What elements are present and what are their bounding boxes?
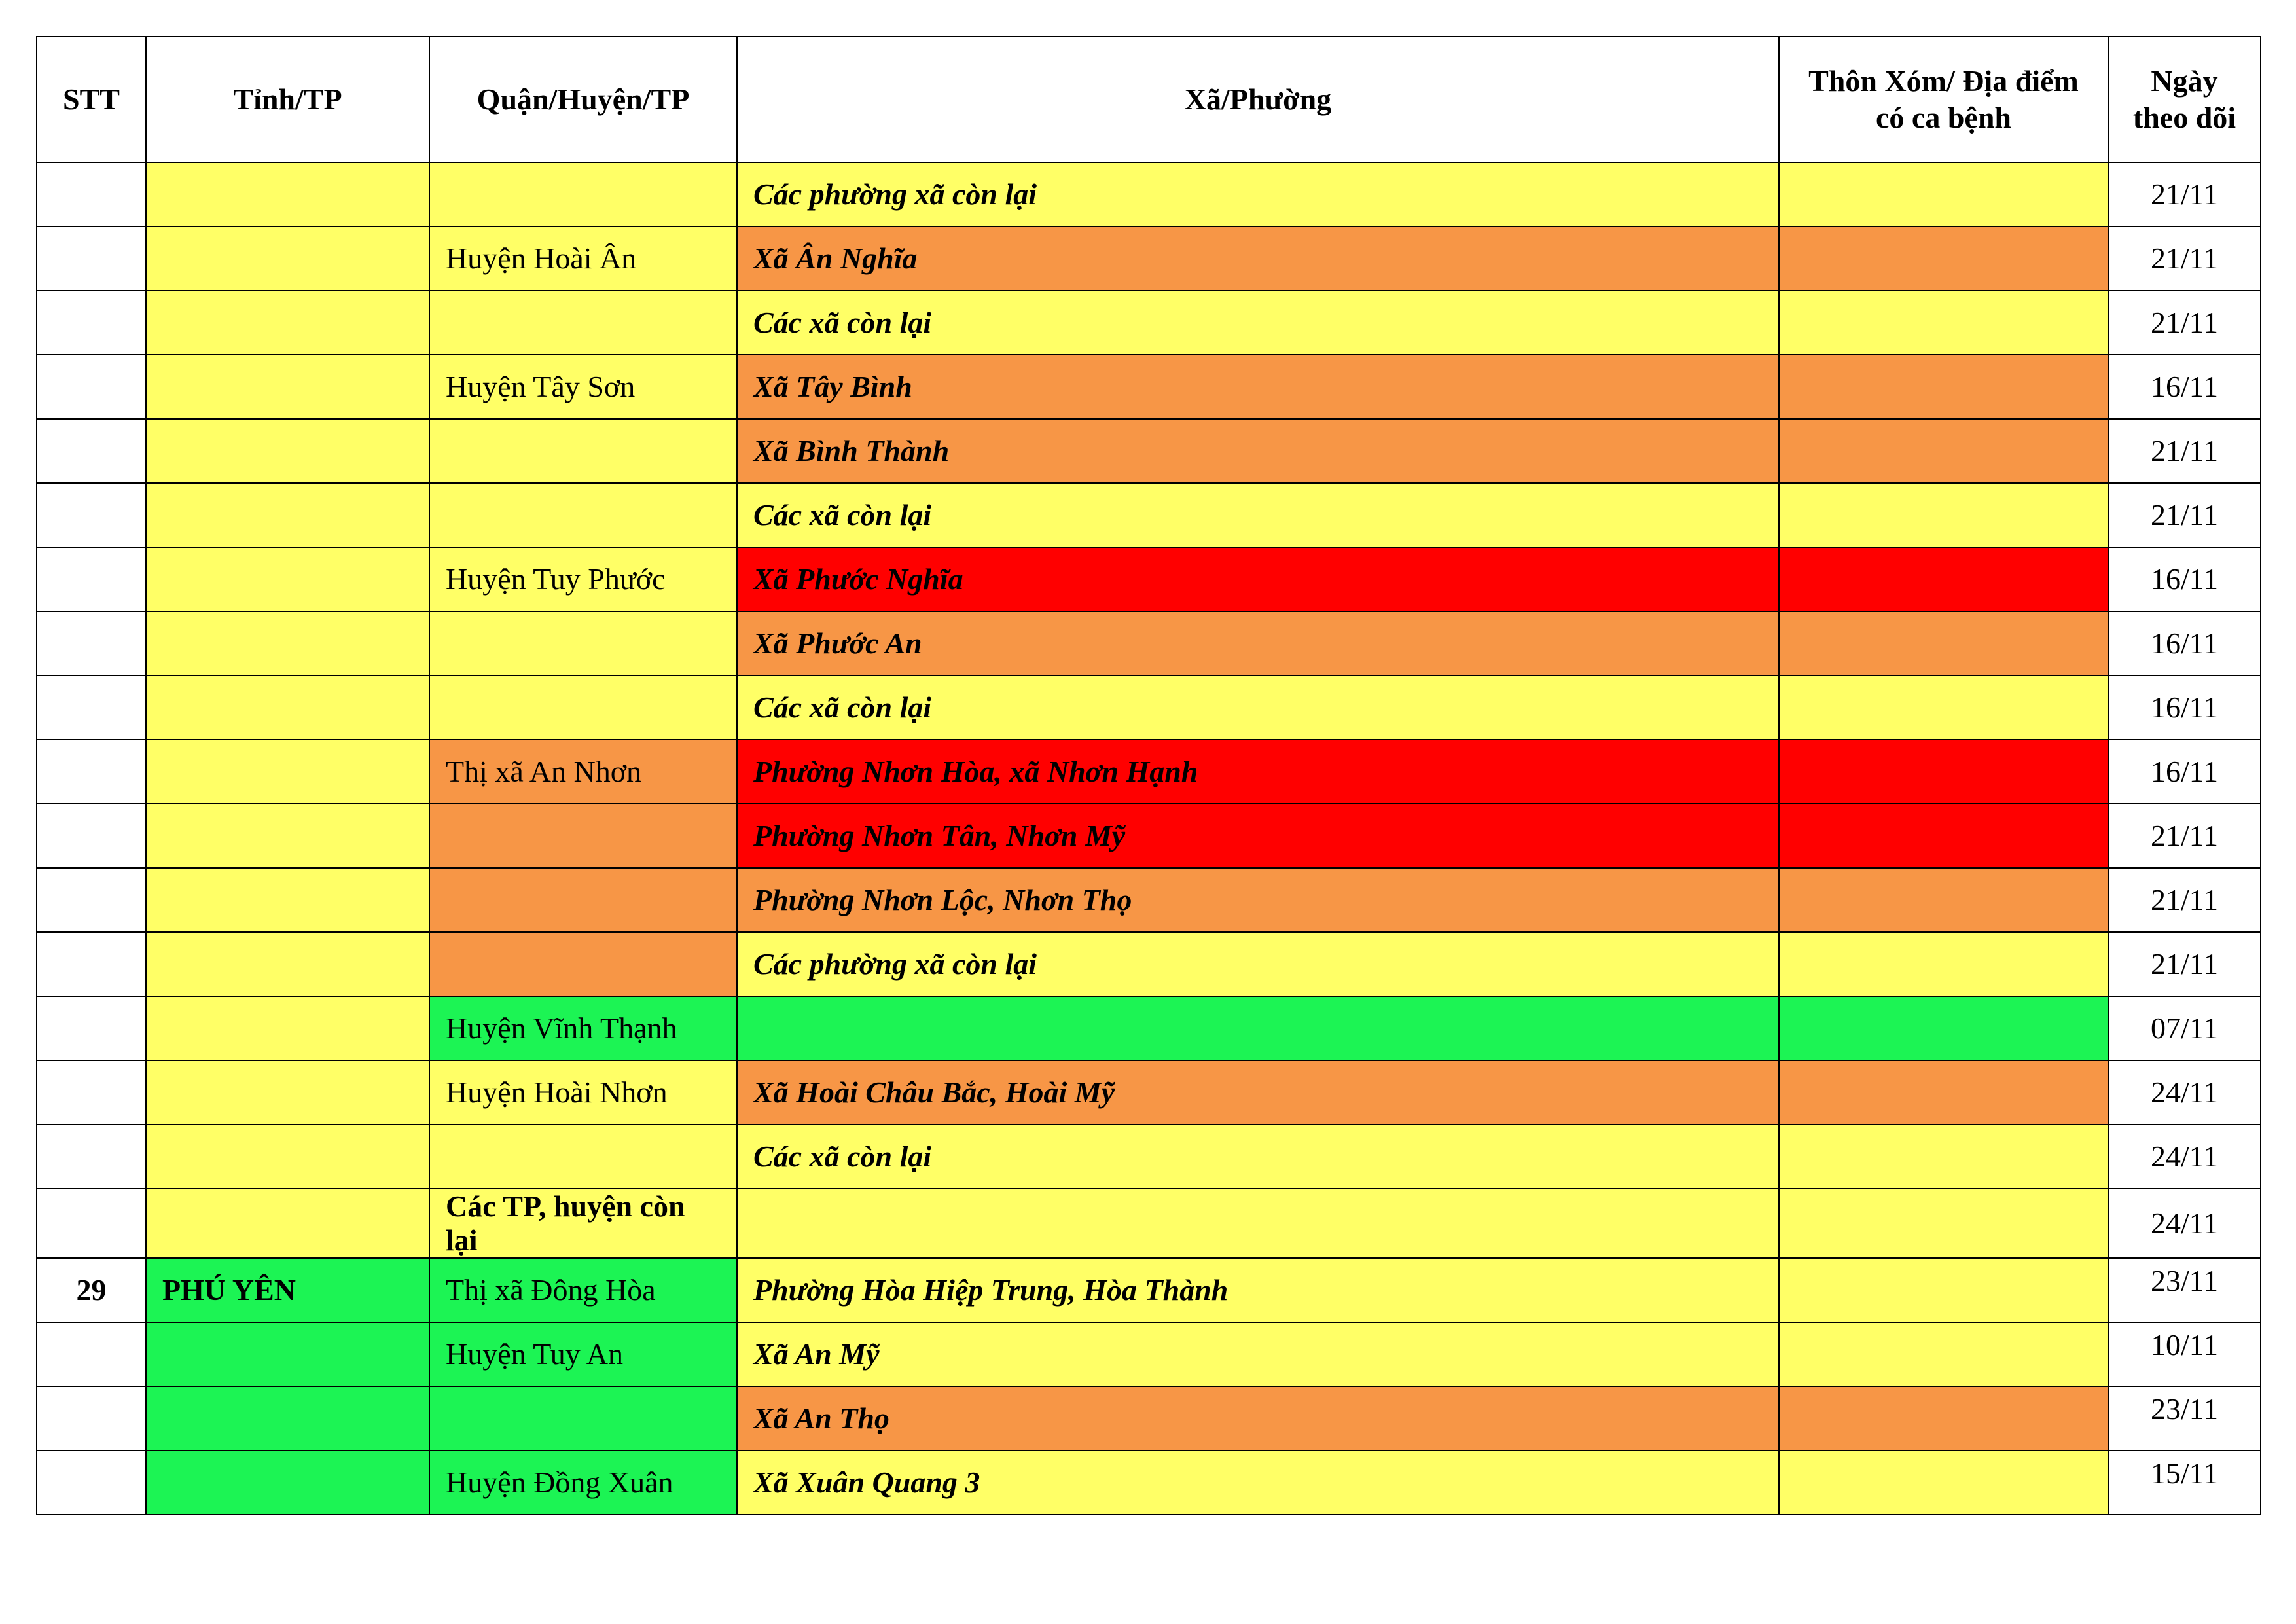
stt-cell: [37, 162, 146, 226]
hamlet-cell: [1779, 291, 2108, 355]
district-cell: Thị xã Đông Hòa: [429, 1258, 737, 1322]
ward-cell: Phường Hòa Hiệp Trung, Hòa Thành: [737, 1258, 1779, 1322]
province-cell: [146, 1451, 429, 1515]
ward-cell: Xã Xuân Quang 3: [737, 1451, 1779, 1515]
stt-cell: 29: [37, 1258, 146, 1322]
province-cell: [146, 996, 429, 1060]
covid-risk-table: [36, 36, 2261, 1515]
hamlet-cell: [1779, 419, 2108, 483]
ward-cell: Các xã còn lại: [737, 291, 1779, 355]
date-cell: 24/11: [2108, 1125, 2261, 1189]
district-cell: Các TP, huyện còn lại: [429, 1189, 737, 1258]
district-cell: Huyện Hoài Ân: [429, 226, 737, 291]
date-cell: 24/11: [2108, 1060, 2261, 1125]
province-cell: [146, 483, 429, 547]
province-cell: [146, 932, 429, 996]
hamlet-cell: [1779, 676, 2108, 740]
hamlet-cell: [1779, 355, 2108, 419]
table-row: [37, 162, 2261, 226]
header-ward: Xã/Phường: [737, 37, 1779, 162]
table-row: [37, 740, 2261, 804]
ward-cell: [737, 996, 1779, 1060]
ward-cell: Phường Nhơn Tân, Nhơn Mỹ: [737, 804, 1779, 868]
date-cell: 16/11: [2108, 355, 2261, 419]
province-cell: [146, 1125, 429, 1189]
district-cell: [429, 291, 737, 355]
header-row: [37, 37, 2261, 162]
hamlet-cell: [1779, 1386, 2108, 1451]
hamlet-cell: [1779, 932, 2108, 996]
ward-cell: Xã Bình Thành: [737, 419, 1779, 483]
date-cell: 10/11: [2108, 1322, 2261, 1386]
stt-cell: [37, 1322, 146, 1386]
stt-cell: [37, 226, 146, 291]
table-row: [37, 419, 2261, 483]
header-hamlet: Thôn Xóm/ Địa điểm có ca bệnh: [1779, 37, 2108, 162]
date-cell: 21/11: [2108, 226, 2261, 291]
date-cell: 16/11: [2108, 547, 2261, 611]
district-cell: Huyện Tây Sơn: [429, 355, 737, 419]
date-cell: 23/11: [2108, 1386, 2261, 1451]
table-row: [37, 355, 2261, 419]
date-cell: 16/11: [2108, 676, 2261, 740]
table-row: [37, 676, 2261, 740]
district-cell: [429, 804, 737, 868]
stt-cell: [37, 1451, 146, 1515]
stt-cell: [37, 611, 146, 676]
hamlet-cell: [1779, 1060, 2108, 1125]
table-row: [37, 483, 2261, 547]
hamlet-cell: [1779, 483, 2108, 547]
ward-cell: Xã Hoài Châu Bắc, Hoài Mỹ: [737, 1060, 1779, 1125]
district-cell: Huyện Đồng Xuân: [429, 1451, 737, 1515]
province-cell: [146, 804, 429, 868]
table-row: [37, 611, 2261, 676]
table-row: [37, 1322, 2261, 1386]
table-row: [37, 932, 2261, 996]
stt-cell: [37, 996, 146, 1060]
district-cell: [429, 162, 737, 226]
date-cell: 21/11: [2108, 419, 2261, 483]
hamlet-cell: [1779, 226, 2108, 291]
date-cell: 07/11: [2108, 996, 2261, 1060]
ward-cell: Các xã còn lại: [737, 483, 1779, 547]
hamlet-cell: [1779, 547, 2108, 611]
table-row: [37, 547, 2261, 611]
stt-cell: [37, 676, 146, 740]
province-cell: [146, 419, 429, 483]
hamlet-cell: [1779, 162, 2108, 226]
date-cell: 21/11: [2108, 291, 2261, 355]
district-cell: [429, 868, 737, 932]
hamlet-cell: [1779, 1322, 2108, 1386]
table-row: [37, 1060, 2261, 1125]
district-cell: Huyện Tuy Phước: [429, 547, 737, 611]
header-date: Ngày theo dõi: [2108, 37, 2261, 162]
date-cell: 16/11: [2108, 611, 2261, 676]
province-cell: [146, 291, 429, 355]
date-cell: 21/11: [2108, 932, 2261, 996]
table-row: [37, 1386, 2261, 1451]
ward-cell: Xã Phước An: [737, 611, 1779, 676]
date-cell: 21/11: [2108, 868, 2261, 932]
district-cell: [429, 932, 737, 996]
province-cell: [146, 676, 429, 740]
date-cell: 24/11: [2108, 1189, 2261, 1258]
stt-cell: [37, 1125, 146, 1189]
province-cell: [146, 162, 429, 226]
district-cell: [429, 676, 737, 740]
stt-cell: [37, 483, 146, 547]
province-cell: [146, 1386, 429, 1451]
date-cell: 15/11: [2108, 1451, 2261, 1515]
table-row: [37, 226, 2261, 291]
province-cell: [146, 226, 429, 291]
ward-cell: Xã Tây Bình: [737, 355, 1779, 419]
stt-cell: [37, 355, 146, 419]
hamlet-cell: [1779, 611, 2108, 676]
stt-cell: [37, 419, 146, 483]
province-cell: [146, 868, 429, 932]
ward-cell: Xã An Thọ: [737, 1386, 1779, 1451]
province-cell: [146, 611, 429, 676]
district-cell: [429, 1386, 737, 1451]
date-cell: 16/11: [2108, 740, 2261, 804]
ward-cell: Các phường xã còn lại: [737, 162, 1779, 226]
province-cell: [146, 1322, 429, 1386]
stt-cell: [37, 547, 146, 611]
table-row: [37, 996, 2261, 1060]
stt-cell: [37, 1386, 146, 1451]
stt-cell: [37, 868, 146, 932]
table-row: [37, 1189, 2261, 1258]
date-cell: 21/11: [2108, 162, 2261, 226]
ward-cell: Xã Phước Nghĩa: [737, 547, 1779, 611]
table-row: [37, 291, 2261, 355]
province-cell: [146, 547, 429, 611]
province-cell: [146, 740, 429, 804]
hamlet-cell: [1779, 1189, 2108, 1258]
district-cell: [429, 1125, 737, 1189]
hamlet-cell: [1779, 1451, 2108, 1515]
table-row: [37, 804, 2261, 868]
ward-cell: Xã An Mỹ: [737, 1322, 1779, 1386]
ward-cell: Các xã còn lại: [737, 676, 1779, 740]
province-cell: [146, 1060, 429, 1125]
ward-cell: [737, 1189, 1779, 1258]
date-cell: 21/11: [2108, 804, 2261, 868]
hamlet-cell: [1779, 996, 2108, 1060]
table-row: [37, 868, 2261, 932]
hamlet-cell: [1779, 804, 2108, 868]
table-row: [37, 1125, 2261, 1189]
stt-cell: [37, 291, 146, 355]
district-cell: Huyện Vĩnh Thạnh: [429, 996, 737, 1060]
province-cell: [146, 1189, 429, 1258]
table-row: [37, 1451, 2261, 1515]
ward-cell: Các xã còn lại: [737, 1125, 1779, 1189]
stt-cell: [37, 804, 146, 868]
header-province: Tỉnh/TP: [146, 37, 429, 162]
ward-cell: Các phường xã còn lại: [737, 932, 1779, 996]
province-cell: PHÚ YÊN: [146, 1258, 429, 1322]
hamlet-cell: [1779, 1258, 2108, 1322]
district-cell: Huyện Tuy An: [429, 1322, 737, 1386]
province-cell: [146, 355, 429, 419]
hamlet-cell: [1779, 868, 2108, 932]
ward-cell: Xã Ân Nghĩa: [737, 226, 1779, 291]
stt-cell: [37, 1189, 146, 1258]
header-stt: STT: [37, 37, 146, 162]
district-cell: [429, 483, 737, 547]
district-cell: [429, 611, 737, 676]
district-cell: Thị xã An Nhơn: [429, 740, 737, 804]
district-cell: [429, 419, 737, 483]
hamlet-cell: [1779, 1125, 2108, 1189]
district-cell: Huyện Hoài Nhơn: [429, 1060, 737, 1125]
header-district: Quận/Huyện/TP: [429, 37, 737, 162]
table-row: [37, 1258, 2261, 1322]
date-cell: 23/11: [2108, 1258, 2261, 1322]
stt-cell: [37, 1060, 146, 1125]
ward-cell: Phường Nhơn Hòa, xã Nhơn Hạnh: [737, 740, 1779, 804]
date-cell: 21/11: [2108, 483, 2261, 547]
ward-cell: Phường Nhơn Lộc, Nhơn Thọ: [737, 868, 1779, 932]
hamlet-cell: [1779, 740, 2108, 804]
stt-cell: [37, 740, 146, 804]
stt-cell: [37, 932, 146, 996]
